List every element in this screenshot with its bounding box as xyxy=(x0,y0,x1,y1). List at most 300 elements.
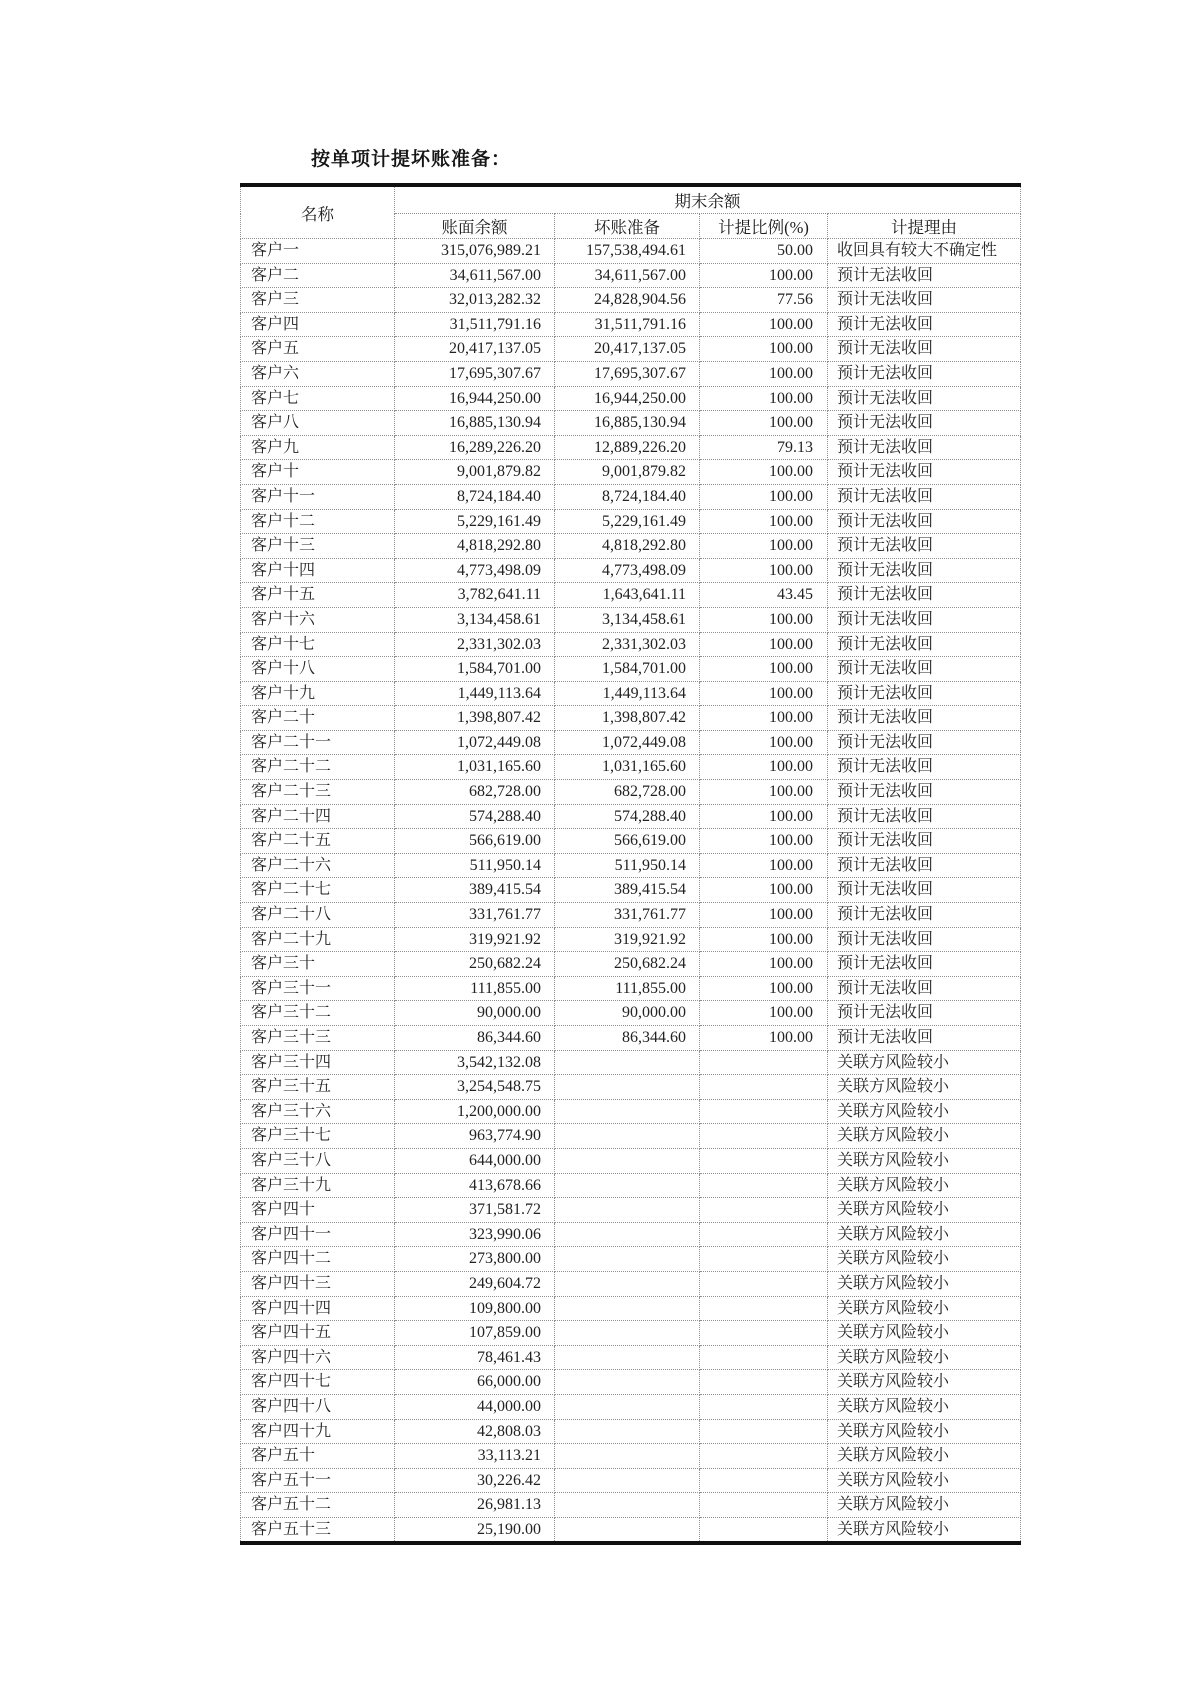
bad-debt-provision-cell xyxy=(555,1198,700,1223)
table-row xyxy=(241,263,1021,288)
book-balance-cell: 109,800.00 xyxy=(395,1296,555,1321)
provision-ratio-cell xyxy=(700,1173,828,1198)
book-balance-cell: 34,611,567.00 xyxy=(395,263,555,288)
provision-reason-cell: 预计无法收回 xyxy=(828,361,1021,386)
provision-ratio-cell: 100.00 xyxy=(700,706,828,731)
table-row xyxy=(241,730,1021,755)
column-header-name: 名称 xyxy=(241,185,395,239)
provision-reason-cell: 关联方风险较小 xyxy=(828,1148,1021,1173)
customer-name-cell: 客户四十九 xyxy=(241,1419,395,1444)
book-balance-cell: 4,818,292.80 xyxy=(395,534,555,559)
provision-ratio-cell: 100.00 xyxy=(700,361,828,386)
book-balance-cell: 3,254,548.75 xyxy=(395,1075,555,1100)
book-balance-cell: 86,344.60 xyxy=(395,1026,555,1051)
bad-debt-provision-cell: 157,538,494.61 xyxy=(555,239,700,264)
provision-ratio-cell: 100.00 xyxy=(700,607,828,632)
provision-reason-cell: 预计无法收回 xyxy=(828,706,1021,731)
book-balance-cell: 78,461.43 xyxy=(395,1345,555,1370)
bad-debt-provision-cell: 511,950.14 xyxy=(555,853,700,878)
provision-ratio-cell: 100.00 xyxy=(700,804,828,829)
bad-debt-provision-cell xyxy=(555,1468,700,1493)
table-row xyxy=(241,239,1021,264)
provision-ratio-cell: 100.00 xyxy=(700,312,828,337)
provision-ratio-cell xyxy=(700,1444,828,1469)
provision-ratio-cell: 100.00 xyxy=(700,878,828,903)
book-balance-cell: 389,415.54 xyxy=(395,878,555,903)
bad-debt-provision-cell: 111,855.00 xyxy=(555,976,700,1001)
provision-ratio-cell: 100.00 xyxy=(700,927,828,952)
provision-reason-cell: 关联方风险较小 xyxy=(828,1271,1021,1296)
bad-debt-provision-cell: 86,344.60 xyxy=(555,1026,700,1051)
customer-name-cell: 客户三十八 xyxy=(241,1148,395,1173)
book-balance-cell: 319,921.92 xyxy=(395,927,555,952)
provision-reason-cell: 预计无法收回 xyxy=(828,730,1021,755)
bad-debt-provision-cell xyxy=(555,1419,700,1444)
bad-debt-provision-cell: 574,288.40 xyxy=(555,804,700,829)
customer-name-cell: 客户三十六 xyxy=(241,1099,395,1124)
table-row xyxy=(241,1444,1021,1469)
provision-ratio-cell xyxy=(700,1198,828,1223)
customer-name-cell: 客户三十七 xyxy=(241,1124,395,1149)
provision-ratio-cell xyxy=(700,1247,828,1272)
bad-debt-provision-cell: 20,417,137.05 xyxy=(555,337,700,362)
bad-debt-provision-cell: 2,331,302.03 xyxy=(555,632,700,657)
table-row xyxy=(241,706,1021,731)
provision-reason-cell: 预计无法收回 xyxy=(828,337,1021,362)
customer-name-cell: 客户二十五 xyxy=(241,829,395,854)
book-balance-cell: 90,000.00 xyxy=(395,1001,555,1026)
provision-ratio-cell xyxy=(700,1345,828,1370)
table-row xyxy=(241,681,1021,706)
table-row xyxy=(241,657,1021,682)
provision-reason-cell: 预计无法收回 xyxy=(828,755,1021,780)
book-balance-cell: 3,542,132.08 xyxy=(395,1050,555,1075)
book-balance-cell: 17,695,307.67 xyxy=(395,361,555,386)
bad-debt-provision-cell xyxy=(555,1394,700,1419)
customer-name-cell: 客户四十三 xyxy=(241,1271,395,1296)
table-row xyxy=(241,607,1021,632)
provision-ratio-cell: 100.00 xyxy=(700,829,828,854)
table-row xyxy=(241,804,1021,829)
table-row xyxy=(241,288,1021,313)
provision-ratio-cell xyxy=(700,1148,828,1173)
book-balance-cell: 31,511,791.16 xyxy=(395,312,555,337)
book-balance-cell: 249,604.72 xyxy=(395,1271,555,1296)
bad-debt-provision-cell: 17,695,307.67 xyxy=(555,361,700,386)
customer-name-cell: 客户三十三 xyxy=(241,1026,395,1051)
table-row xyxy=(241,755,1021,780)
column-header-provision-ratio: 计提比例(%) xyxy=(700,214,828,239)
provision-ratio-cell xyxy=(700,1271,828,1296)
provision-reason-cell: 预计无法收回 xyxy=(828,288,1021,313)
customer-name-cell: 客户一 xyxy=(241,239,395,264)
book-balance-cell: 273,800.00 xyxy=(395,1247,555,1272)
book-balance-cell: 371,581.72 xyxy=(395,1198,555,1223)
bad-debt-provision-cell: 566,619.00 xyxy=(555,829,700,854)
provision-ratio-cell xyxy=(700,1493,828,1518)
table-row xyxy=(241,337,1021,362)
table-row xyxy=(241,903,1021,928)
book-balance-cell: 26,981.13 xyxy=(395,1493,555,1518)
customer-name-cell: 客户十六 xyxy=(241,607,395,632)
customer-name-cell: 客户三十四 xyxy=(241,1050,395,1075)
table-row xyxy=(241,952,1021,977)
customer-name-cell: 客户九 xyxy=(241,435,395,460)
customer-name-cell: 客户四 xyxy=(241,312,395,337)
book-balance-cell: 42,808.03 xyxy=(395,1419,555,1444)
provision-ratio-cell xyxy=(700,1099,828,1124)
customer-name-cell: 客户二十 xyxy=(241,706,395,731)
book-balance-cell: 682,728.00 xyxy=(395,780,555,805)
provision-reason-cell: 关联方风险较小 xyxy=(828,1198,1021,1223)
provision-reason-cell: 关联方风险较小 xyxy=(828,1222,1021,1247)
provision-reason-cell: 关联方风险较小 xyxy=(828,1296,1021,1321)
bad-debt-provision-cell xyxy=(555,1075,700,1100)
customer-name-cell: 客户十一 xyxy=(241,484,395,509)
provision-reason-cell: 预计无法收回 xyxy=(828,780,1021,805)
bad-debt-provision-cell: 1,031,165.60 xyxy=(555,755,700,780)
book-balance-cell: 3,134,458.61 xyxy=(395,607,555,632)
bad-debt-provision-cell xyxy=(555,1099,700,1124)
provision-reason-cell: 预计无法收回 xyxy=(828,1026,1021,1051)
book-balance-cell: 1,398,807.42 xyxy=(395,706,555,731)
page-title: 按单项计提坏账准备： xyxy=(311,149,512,170)
customer-name-cell: 客户五十三 xyxy=(241,1517,395,1543)
book-balance-cell: 1,584,701.00 xyxy=(395,657,555,682)
customer-name-cell: 客户七 xyxy=(241,386,395,411)
book-balance-cell: 963,774.90 xyxy=(395,1124,555,1149)
provision-ratio-cell: 100.00 xyxy=(700,976,828,1001)
customer-name-cell: 客户五十 xyxy=(241,1444,395,1469)
column-header-period-end-balance: 期末余额 xyxy=(395,185,1021,214)
table-row xyxy=(241,1026,1021,1051)
customer-name-cell: 客户四十五 xyxy=(241,1321,395,1346)
provision-ratio-cell: 100.00 xyxy=(700,1026,828,1051)
customer-name-cell: 客户十八 xyxy=(241,657,395,682)
customer-name-cell: 客户十三 xyxy=(241,534,395,559)
customer-name-cell: 客户四十六 xyxy=(241,1345,395,1370)
book-balance-cell: 566,619.00 xyxy=(395,829,555,854)
bad-debt-provision-cell: 331,761.77 xyxy=(555,903,700,928)
provision-ratio-cell: 100.00 xyxy=(700,411,828,436)
table-row xyxy=(241,1247,1021,1272)
table-row xyxy=(241,1296,1021,1321)
table-row xyxy=(241,361,1021,386)
provision-reason-cell: 关联方风险较小 xyxy=(828,1173,1021,1198)
bad-debt-provision-cell xyxy=(555,1173,700,1198)
bad-debt-provision-cell xyxy=(555,1321,700,1346)
book-balance-cell: 25,190.00 xyxy=(395,1517,555,1543)
provision-reason-cell: 预计无法收回 xyxy=(828,878,1021,903)
customer-name-cell: 客户十七 xyxy=(241,632,395,657)
customer-name-cell: 客户四十一 xyxy=(241,1222,395,1247)
provision-ratio-cell: 100.00 xyxy=(700,1001,828,1026)
provision-reason-cell: 预计无法收回 xyxy=(828,460,1021,485)
provision-ratio-cell: 50.00 xyxy=(700,239,828,264)
bad-debt-provision-cell xyxy=(555,1271,700,1296)
provision-ratio-cell xyxy=(700,1419,828,1444)
customer-name-cell: 客户三十 xyxy=(241,952,395,977)
customer-name-cell: 客户二十二 xyxy=(241,755,395,780)
table-row xyxy=(241,1198,1021,1223)
book-balance-cell: 413,678.66 xyxy=(395,1173,555,1198)
table-row xyxy=(241,534,1021,559)
table-row xyxy=(241,509,1021,534)
provision-ratio-cell: 43.45 xyxy=(700,583,828,608)
book-balance-cell: 33,113.21 xyxy=(395,1444,555,1469)
book-balance-cell: 20,417,137.05 xyxy=(395,337,555,362)
provision-reason-cell: 预计无法收回 xyxy=(828,607,1021,632)
table-row xyxy=(241,976,1021,1001)
table-row xyxy=(241,1271,1021,1296)
provision-reason-cell: 预计无法收回 xyxy=(828,853,1021,878)
customer-name-cell: 客户六 xyxy=(241,361,395,386)
column-header-bad-debt-provision: 坏账准备 xyxy=(555,214,700,239)
table-row xyxy=(241,1394,1021,1419)
book-balance-cell: 5,229,161.49 xyxy=(395,509,555,534)
customer-name-cell: 客户三十二 xyxy=(241,1001,395,1026)
provision-reason-cell: 关联方风险较小 xyxy=(828,1493,1021,1518)
bad-debt-provision-cell: 1,584,701.00 xyxy=(555,657,700,682)
book-balance-cell: 32,013,282.32 xyxy=(395,288,555,313)
customer-name-cell: 客户二十三 xyxy=(241,780,395,805)
customer-name-cell: 客户四十八 xyxy=(241,1394,395,1419)
customer-name-cell: 客户四十 xyxy=(241,1198,395,1223)
book-balance-cell: 16,944,250.00 xyxy=(395,386,555,411)
column-header-book-balance: 账面余额 xyxy=(395,214,555,239)
customer-name-cell: 客户二十七 xyxy=(241,878,395,903)
customer-name-cell: 客户三十九 xyxy=(241,1173,395,1198)
bad-debt-provision-cell: 9,001,879.82 xyxy=(555,460,700,485)
bad-debt-provision-cell: 389,415.54 xyxy=(555,878,700,903)
provision-reason-cell: 预计无法收回 xyxy=(828,976,1021,1001)
table-row xyxy=(241,558,1021,583)
provision-ratio-cell: 100.00 xyxy=(700,632,828,657)
customer-name-cell: 客户五十二 xyxy=(241,1493,395,1518)
provision-reason-cell: 预计无法收回 xyxy=(828,804,1021,829)
book-balance-cell: 1,449,113.64 xyxy=(395,681,555,706)
provision-ratio-cell: 77.56 xyxy=(700,288,828,313)
bad-debt-provision-cell: 319,921.92 xyxy=(555,927,700,952)
bad-debt-provision-cell xyxy=(555,1050,700,1075)
provision-ratio-cell: 100.00 xyxy=(700,558,828,583)
provision-ratio-cell xyxy=(700,1124,828,1149)
provision-ratio-cell xyxy=(700,1222,828,1247)
provision-ratio-cell xyxy=(700,1050,828,1075)
table-row xyxy=(241,1419,1021,1444)
bad-debt-provision-cell xyxy=(555,1370,700,1395)
provision-reason-cell: 关联方风险较小 xyxy=(828,1370,1021,1395)
bad-debt-provision-cell: 16,885,130.94 xyxy=(555,411,700,436)
table-row xyxy=(241,878,1021,903)
table-row xyxy=(241,1345,1021,1370)
book-balance-cell: 66,000.00 xyxy=(395,1370,555,1395)
bad-debt-provision-cell xyxy=(555,1517,700,1543)
provision-ratio-cell xyxy=(700,1075,828,1100)
table-row xyxy=(241,853,1021,878)
provision-reason-cell: 关联方风险较小 xyxy=(828,1321,1021,1346)
provision-reason-cell: 预计无法收回 xyxy=(828,903,1021,928)
bad-debt-provision-cell: 1,072,449.08 xyxy=(555,730,700,755)
book-balance-cell: 107,859.00 xyxy=(395,1321,555,1346)
book-balance-cell: 16,289,226.20 xyxy=(395,435,555,460)
bad-debt-provision-cell: 8,724,184.40 xyxy=(555,484,700,509)
table-row xyxy=(241,927,1021,952)
provision-ratio-cell xyxy=(700,1517,828,1543)
provision-ratio-cell: 100.00 xyxy=(700,460,828,485)
provision-reason-cell: 预计无法收回 xyxy=(828,1001,1021,1026)
bad-debt-provision-cell xyxy=(555,1444,700,1469)
customer-name-cell: 客户十五 xyxy=(241,583,395,608)
table-row xyxy=(241,460,1021,485)
provision-reason-cell: 关联方风险较小 xyxy=(828,1099,1021,1124)
book-balance-cell: 644,000.00 xyxy=(395,1148,555,1173)
customer-name-cell: 客户十二 xyxy=(241,509,395,534)
table-row xyxy=(241,780,1021,805)
book-balance-cell: 1,200,000.00 xyxy=(395,1099,555,1124)
provision-ratio-cell: 100.00 xyxy=(700,386,828,411)
book-balance-cell: 323,990.06 xyxy=(395,1222,555,1247)
provision-reason-cell: 关联方风险较小 xyxy=(828,1124,1021,1149)
book-balance-cell: 16,885,130.94 xyxy=(395,411,555,436)
table-row xyxy=(241,411,1021,436)
provision-reason-cell: 收回具有较大不确定性 xyxy=(828,239,1021,264)
table-body xyxy=(241,239,1021,1544)
bad-debt-provision-cell xyxy=(555,1345,700,1370)
provision-ratio-cell: 100.00 xyxy=(700,657,828,682)
bad-debt-provision-cell: 90,000.00 xyxy=(555,1001,700,1026)
bad-debt-provision-cell: 1,449,113.64 xyxy=(555,681,700,706)
customer-name-cell: 客户二十一 xyxy=(241,730,395,755)
table-row xyxy=(241,632,1021,657)
customer-name-cell: 客户二十八 xyxy=(241,903,395,928)
bad-debt-provision-cell: 31,511,791.16 xyxy=(555,312,700,337)
book-balance-cell: 4,773,498.09 xyxy=(395,558,555,583)
customer-name-cell: 客户二 xyxy=(241,263,395,288)
provision-ratio-cell: 100.00 xyxy=(700,952,828,977)
book-balance-cell: 1,072,449.08 xyxy=(395,730,555,755)
book-balance-cell: 3,782,641.11 xyxy=(395,583,555,608)
provision-reason-cell: 预计无法收回 xyxy=(828,927,1021,952)
provision-ratio-cell: 100.00 xyxy=(700,903,828,928)
provision-reason-cell: 预计无法收回 xyxy=(828,435,1021,460)
book-balance-cell: 2,331,302.03 xyxy=(395,632,555,657)
book-balance-cell: 315,076,989.21 xyxy=(395,239,555,264)
bad-debt-provision-cell: 24,828,904.56 xyxy=(555,288,700,313)
provision-ratio-cell xyxy=(700,1394,828,1419)
provision-ratio-cell xyxy=(700,1321,828,1346)
customer-name-cell: 客户十九 xyxy=(241,681,395,706)
book-balance-cell: 30,226.42 xyxy=(395,1468,555,1493)
provision-reason-cell: 关联方风险较小 xyxy=(828,1444,1021,1469)
provision-reason-cell: 预计无法收回 xyxy=(828,411,1021,436)
bad-debt-provision-cell: 682,728.00 xyxy=(555,780,700,805)
customer-name-cell: 客户八 xyxy=(241,411,395,436)
table-row xyxy=(241,1001,1021,1026)
provision-reason-cell: 预计无法收回 xyxy=(828,632,1021,657)
customer-name-cell: 客户三十五 xyxy=(241,1075,395,1100)
provision-reason-cell: 预计无法收回 xyxy=(828,952,1021,977)
table-row xyxy=(241,1468,1021,1493)
table-row xyxy=(241,1075,1021,1100)
table-row xyxy=(241,484,1021,509)
bad-debt-provision-cell: 12,889,226.20 xyxy=(555,435,700,460)
bad-debt-provision-cell: 4,773,498.09 xyxy=(555,558,700,583)
bad-debt-provision-cell xyxy=(555,1148,700,1173)
customer-name-cell: 客户二十六 xyxy=(241,853,395,878)
customer-name-cell: 客户三十一 xyxy=(241,976,395,1001)
provision-ratio-cell: 100.00 xyxy=(700,780,828,805)
table-row xyxy=(241,312,1021,337)
bad-debt-provision-cell: 5,229,161.49 xyxy=(555,509,700,534)
bad-debt-provision-cell: 34,611,567.00 xyxy=(555,263,700,288)
table-row xyxy=(241,1321,1021,1346)
bad-debt-provision-table xyxy=(240,183,1021,1545)
table-row xyxy=(241,386,1021,411)
bad-debt-provision-cell xyxy=(555,1222,700,1247)
bad-debt-provision-cell: 250,682.24 xyxy=(555,952,700,977)
customer-name-cell: 客户十 xyxy=(241,460,395,485)
provision-reason-cell: 预计无法收回 xyxy=(828,484,1021,509)
provision-ratio-cell: 79.13 xyxy=(700,435,828,460)
bad-debt-provision-cell: 1,643,641.11 xyxy=(555,583,700,608)
customer-name-cell: 客户五 xyxy=(241,337,395,362)
table-row xyxy=(241,1173,1021,1198)
provision-ratio-cell: 100.00 xyxy=(700,509,828,534)
book-balance-cell: 574,288.40 xyxy=(395,804,555,829)
provision-ratio-cell: 100.00 xyxy=(700,681,828,706)
bad-debt-provision-cell xyxy=(555,1493,700,1518)
column-header-provision-reason: 计提理由 xyxy=(828,214,1021,239)
book-balance-cell: 44,000.00 xyxy=(395,1394,555,1419)
table-row xyxy=(241,583,1021,608)
table-row xyxy=(241,1222,1021,1247)
customer-name-cell: 客户四十四 xyxy=(241,1296,395,1321)
bad-debt-provision-cell: 4,818,292.80 xyxy=(555,534,700,559)
provision-reason-cell: 预计无法收回 xyxy=(828,509,1021,534)
customer-name-cell: 客户三 xyxy=(241,288,395,313)
customer-name-cell: 客户四十七 xyxy=(241,1370,395,1395)
book-balance-cell: 1,031,165.60 xyxy=(395,755,555,780)
provision-ratio-cell xyxy=(700,1468,828,1493)
table-row xyxy=(241,829,1021,854)
bad-debt-provision-cell: 1,398,807.42 xyxy=(555,706,700,731)
table-header xyxy=(241,185,1021,239)
table-row xyxy=(241,1099,1021,1124)
table-row xyxy=(241,1148,1021,1173)
book-balance-cell: 9,001,879.82 xyxy=(395,460,555,485)
provision-reason-cell: 预计无法收回 xyxy=(828,681,1021,706)
table-row xyxy=(241,1493,1021,1518)
provision-reason-cell: 预计无法收回 xyxy=(828,583,1021,608)
book-balance-cell: 8,724,184.40 xyxy=(395,484,555,509)
provision-reason-cell: 关联方风险较小 xyxy=(828,1075,1021,1100)
bad-debt-provision-cell: 16,944,250.00 xyxy=(555,386,700,411)
provision-reason-cell: 预计无法收回 xyxy=(828,829,1021,854)
provision-reason-cell: 关联方风险较小 xyxy=(828,1247,1021,1272)
customer-name-cell: 客户四十二 xyxy=(241,1247,395,1272)
provision-reason-cell: 关联方风险较小 xyxy=(828,1345,1021,1370)
bad-debt-provision-cell xyxy=(555,1247,700,1272)
provision-ratio-cell: 100.00 xyxy=(700,853,828,878)
book-balance-cell: 250,682.24 xyxy=(395,952,555,977)
customer-name-cell: 客户十四 xyxy=(241,558,395,583)
provision-reason-cell: 预计无法收回 xyxy=(828,558,1021,583)
table-row xyxy=(241,1050,1021,1075)
provision-ratio-cell xyxy=(700,1370,828,1395)
table-row xyxy=(241,435,1021,460)
provision-ratio-cell: 100.00 xyxy=(700,755,828,780)
